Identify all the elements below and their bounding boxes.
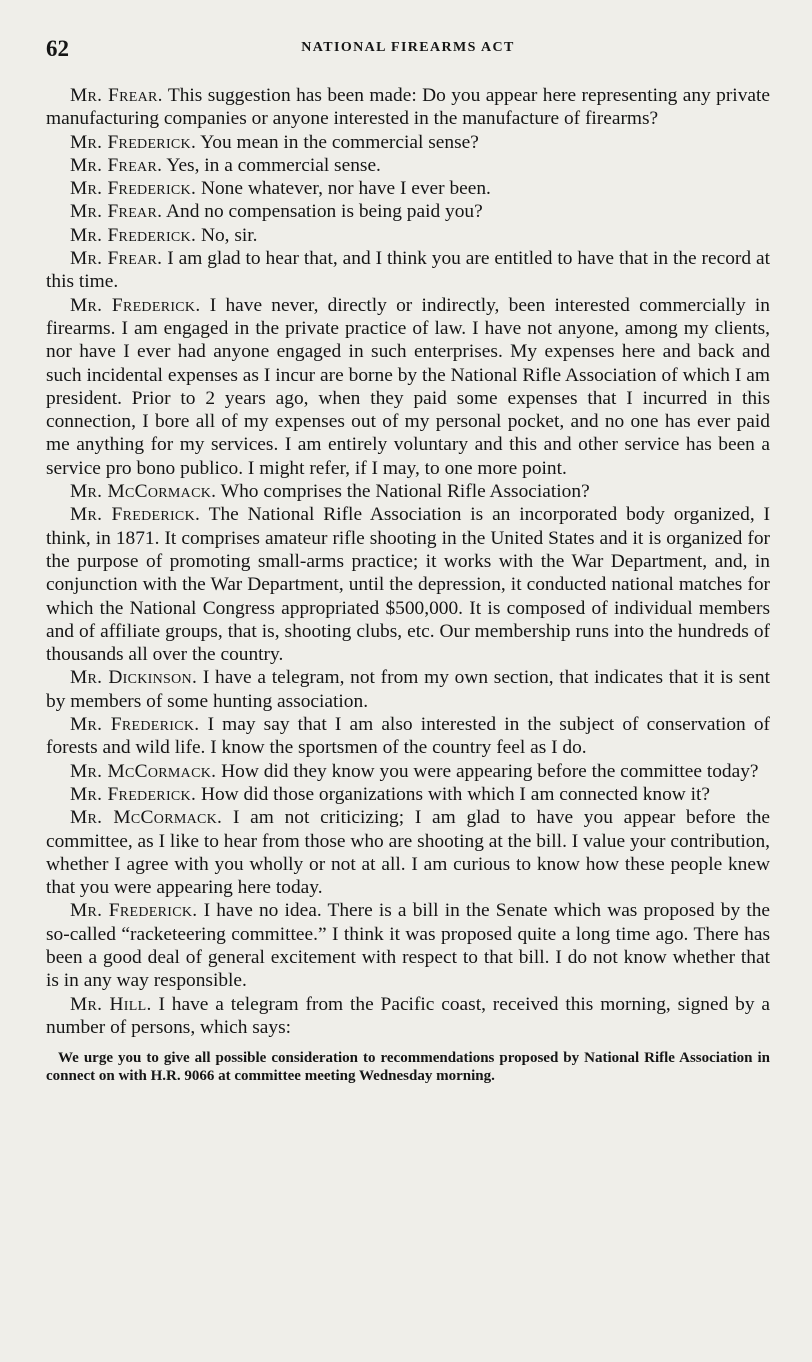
transcript-paragraph [46,899,770,992]
running-title: NATIONAL FIREARMS ACT [301,40,515,55]
transcript-paragraph [46,480,770,503]
page-header [46,36,770,66]
paragraph-text: None whatever, nor have I ever been. [200,178,491,200]
speaker-name: Mr. Frear. [70,85,163,106]
speaker-name: Mr. Frear. [70,248,163,270]
speaker-name: Mr. McCormack. [70,481,217,503]
paragraph-text: You mean in the commercial sense? [200,131,479,153]
transcript-paragraph [46,760,770,783]
speaker-name: Mr. Frederick. [70,224,197,246]
speaker-name: Mr. Frederick. [70,294,201,316]
transcript-paragraph [46,200,770,223]
paragraph-text: I am not criticizing; I am glad to have you appear before the committee, as I like to hear from those who are shooting at the bill. I value your contribution, whether I agree with you wholly or not at all. I am curious to know how these people knew that you were appearing here today. [46,807,770,899]
transcript-paragraph [46,993,770,1040]
speaker-name: Mr. McCormack. [70,760,217,782]
paragraph-text: I have a telegram, not from my own section, that indicates that it is sent by members of some hunting association. [46,667,770,712]
speaker-name: Mr. Frederick. [70,783,197,805]
telegram-quote: We urge you to give all possible consideration to recommendations proposed by National Rifle Association in connect on with H.R. 9066 at committee meeting Wednesday morning. [46,1050,770,1085]
paragraph-text: Yes, in a commercial sense. [166,154,381,176]
paragraph-text: And no compensation is being paid you? [166,201,483,223]
paragraph-text: How did those organizations with which I am connected know it? [200,783,711,805]
paragraph-text: This suggestion has been made: Do you appear here representing any private manufacturing companies or anyone interested in the manufacture of firearms? [46,85,770,130]
speaker-name: Mr. Frederick. [70,131,197,153]
speaker-name: Mr. Dickinson. [70,667,198,689]
paragraph-text: I have a telegram from the Pacific coast, received this morning, signed by a number of persons, which says: [46,993,770,1038]
paragraph-text: Who comprises the National Rifle Association? [220,481,590,503]
transcript-paragraph [46,154,770,177]
paragraph-text: I may say that I am also interested in the subject of conservation of forests and wild life. I know the sportsmen of the country feel as I do. [46,714,770,759]
speaker-name: Mr. McCormack. [70,807,223,829]
paragraph-text: I have never, directly or indirectly, been interested commercially in firearms. I am engaged in the private practice of law. I have not anyone, among my clients, nor have I ever had anyone engaged in such enterprises. My expenses here and back and such incidental expenses as I incur are borne by the National Rifle Association of which I am president. Prior to 2 years ago, when they paid some expenses that I incurred in this connection, I bore all of my expenses out of my personal pocket, and no one has ever paid me anything for my services. I am entirely voluntary and this and other service has been a service pro bono publico. I might refer, if I may, to one more point. [46,294,770,479]
transcript-paragraph [46,294,770,480]
transcript-paragraph [46,503,770,666]
paragraph-text: The National Rifle Association is an incorporated body organized, I think, in 1871. It comprises amateur rifle shooting in the United States and it is organized for the purpose of promoting small-arms practice; it works with the War Department, and, in conjunction with the War Department, until the depression, it conducted national matches for which the National Congress appropriated $500,000. It is composed of individual members and of affiliate groups, that is, shooting clubs, etc. Our membership runs into the hundreds of thousands all over the country. [46,504,770,666]
speaker-name: Mr. Frederick. [70,504,201,526]
paragraph-text: I am glad to hear that, and I think you are entitled to have that in the record at this time. [46,248,770,293]
paragraph-text: I have no idea. There is a bill in the Senate which was proposed by the so-called “racketeering committee.” I think it was proposed quite a long time ago. There has been a good deal of general excitement with respect to that bill. I do not know whether that is in any way responsible. [46,900,771,992]
paragraph-text: No, sir. [200,224,258,246]
transcript-paragraph [46,177,770,200]
speaker-name: Mr. Frear. [70,201,163,223]
transcript-paragraph [46,806,770,899]
transcript-paragraph [46,713,770,760]
transcript-body [46,84,770,1085]
page-number: 62 [46,36,69,61]
paragraph-text: How did they know you were appearing before the committee today? [221,760,759,782]
transcript-paragraph [46,666,770,713]
speaker-name: Mr. Frederick. [70,178,197,200]
transcript-paragraph [46,131,770,154]
speaker-name: Mr. Hill. [70,993,152,1015]
speaker-name: Mr. Frederick. [70,714,200,736]
transcript-paragraph [46,247,770,294]
transcript-paragraph [46,84,770,131]
transcript-paragraph [46,783,770,806]
transcript-paragraph [46,224,770,247]
speaker-name: Mr. Frederick. [70,900,198,922]
speaker-name: Mr. Frear. [70,154,163,176]
